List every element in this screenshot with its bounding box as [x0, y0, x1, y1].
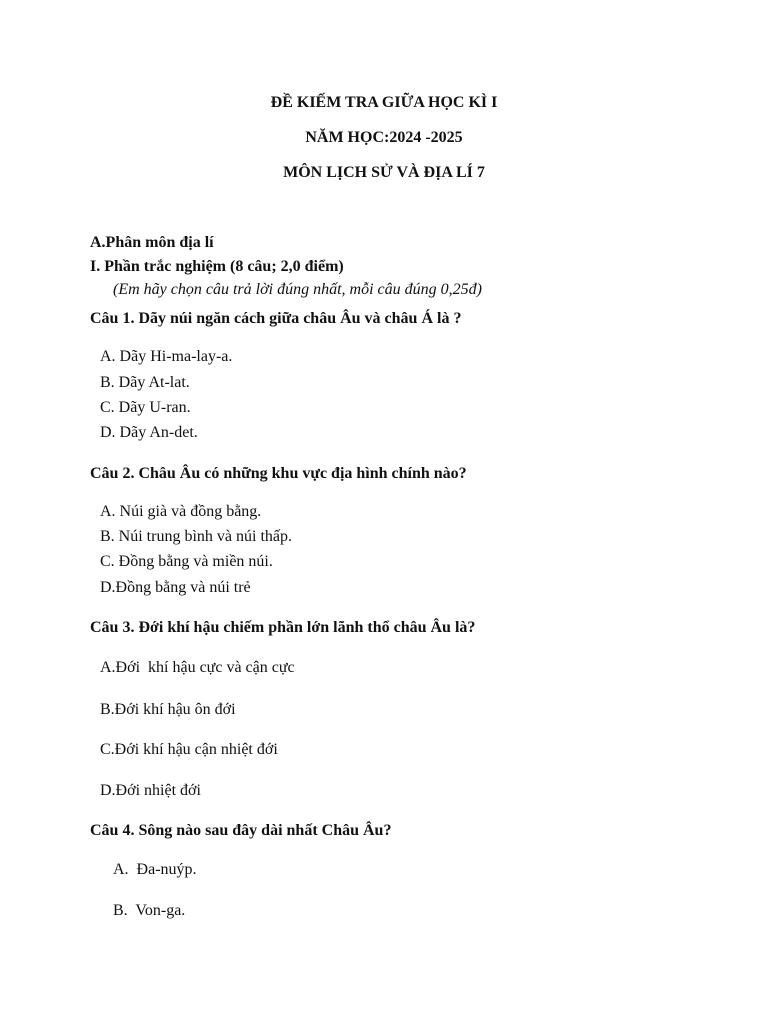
question-text: Sông nào sau đây dài nhất Châu Âu?	[134, 822, 392, 839]
question-1-option-b: B. Dãy At-lat.	[100, 374, 190, 391]
subject-title: MÔN LỊCH SỬ VÀ ĐỊA LÍ 7	[283, 164, 485, 181]
question-1-option-c: C. Dãy U-ran.	[100, 399, 191, 416]
exam-title: ĐỀ KIẾM TRA GIỮA HỌC KÌ I	[270, 94, 498, 111]
question-1-option-a: A. Dãy Hi-ma-lay-a.	[100, 348, 233, 365]
question-1-option-d: D. Dãy An-det.	[100, 424, 198, 441]
question-label: Câu 3.	[90, 619, 135, 636]
question-2-option-b: B. Núi trung bình và núi thấp.	[100, 528, 292, 545]
question-2	[90, 465, 467, 483]
question-text: Dãy núi ngăn cách giữa châu Âu và châu Á là ?	[134, 310, 462, 327]
question-text: . Châu Âu có những khu vực địa hình chính nào?	[130, 465, 467, 482]
question-3-option-a: A.Đới khí hậu cực và cận cực	[100, 659, 295, 676]
question-3-option-b: B.Đới khí hậu ôn đới	[100, 701, 236, 718]
instruction-text: (Em hãy chọn câu trả lời đúng nhất, mỗi câu đúng 0,25đ)	[113, 281, 482, 298]
question-label: Câu 2	[90, 465, 131, 482]
question-2-option-c: C. Đồng bằng và miền núi.	[100, 553, 273, 570]
question-label: Câu 1.	[90, 310, 135, 327]
part-title: A.Phân môn địa lí	[90, 234, 214, 251]
question-4	[90, 822, 391, 840]
school-year: NĂM HỌC:2024 -2025	[305, 129, 463, 146]
question-4-option-a: A. Đa-nuýp.	[113, 861, 197, 878]
question-label: Câu 4.	[90, 822, 135, 839]
question-3-option-c: C.Đới khí hậu cận nhiệt đới	[100, 741, 278, 758]
subsection-title: I. Phần trắc nghiệm (8 câu; 2,0 điểm)	[90, 258, 344, 275]
question-3	[90, 619, 475, 637]
question-2-option-a: A. Núi già và đồng bằng.	[100, 503, 262, 520]
question-3-option-d: D.Đới nhiệt đới	[100, 782, 201, 799]
question-1	[90, 310, 461, 328]
question-4-option-b: B. Von-ga.	[113, 902, 186, 919]
question-text: Đới khí hậu chiếm phần lớn lãnh thổ châu Âu là?	[134, 619, 476, 636]
question-2-option-d: D.Đồng bằng và núi trẻ	[100, 579, 251, 596]
